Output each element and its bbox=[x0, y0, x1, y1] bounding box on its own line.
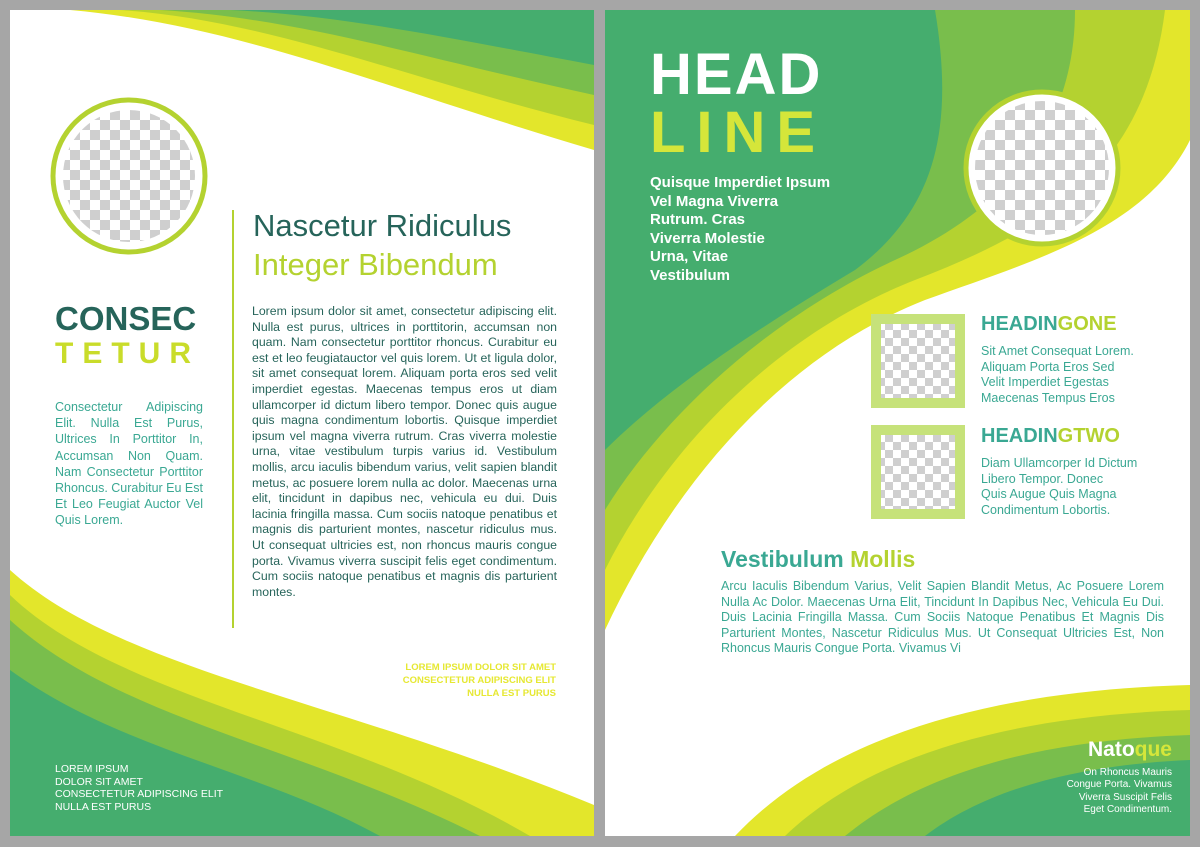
footer-line: NULLA EST PURUS bbox=[55, 800, 152, 813]
photo-placeholder bbox=[975, 101, 1109, 235]
footer-line: On Rhoncus Mauris bbox=[1083, 767, 1172, 778]
section-title bbox=[721, 546, 915, 573]
subtitle-line: Rutrum. Cras bbox=[650, 211, 746, 229]
heading-one-line: Velit Imperdiet Egestas bbox=[981, 375, 1109, 389]
heading-two-part2: GTWO bbox=[1057, 425, 1120, 447]
heading-one-text bbox=[981, 344, 1134, 406]
heading-two-line: Condimentum Lobortis. bbox=[981, 502, 1111, 517]
heading-two-part1: HEADIN bbox=[981, 425, 1058, 447]
headline-line2: LINE bbox=[650, 100, 827, 165]
footer-line: Congue Porta. Vivamus bbox=[1066, 779, 1172, 791]
caps-line: NULLA EST PURUS bbox=[467, 688, 556, 699]
brand-part1: Nato bbox=[1087, 738, 1135, 761]
left-title-line1: Nascetur Ridiculus bbox=[253, 208, 512, 243]
left-page bbox=[10, 10, 594, 836]
section-title-part2: Mollis bbox=[850, 546, 916, 572]
heading-one-line: Aliquam Porta Eros Sed bbox=[981, 359, 1115, 374]
headline-line1: HEAD bbox=[650, 42, 823, 107]
heading-two-line: Quis Augue Quis Magna bbox=[981, 487, 1117, 501]
left-title-line2: Integer Bibendum bbox=[253, 247, 498, 282]
left-footer bbox=[55, 763, 223, 813]
caps-callout bbox=[340, 661, 556, 700]
subtitle-line: Vestibulum bbox=[650, 266, 731, 284]
heading-two-line: Diam Ullamcorper Id Dictum bbox=[981, 456, 1138, 470]
heading-two-text bbox=[981, 456, 1137, 518]
heading-two-line: Libero Tempor. Donec bbox=[981, 471, 1104, 486]
subtitle-line: Urna, Vitae bbox=[650, 248, 729, 266]
square-photo-one bbox=[881, 324, 955, 398]
subtitle-line: Vel Magna Viverra bbox=[650, 192, 779, 210]
caps-line: LOREM IPSUM DOLOR SIT AMET bbox=[405, 662, 556, 673]
left-body-text: Lorem ipsum dolor sit amet, consectetur adipiscing elit. Nulla est purus, ultrices in porttitorin, accumsan non quam. Nam consectetur porttitor rhoncus. Curabitur eu est et leo feugiatauctor vel quis lorem. Ut et ligula dolor, sit amet consequat lorem. Aliquam porta eros sed velit imperdiet egestas. Maecenas tempus eros ut diam ullamcorper id dictum libero tempor. Donec quis augue quis magna condimentum lobortis. Quisque imperdiet ipsum vel magna viverra rutrum. Cras viverra molestie urna, vitae vestibulum turpis varius id. Vestibulum mollis, arcu iaculis bibendum varius, velit sapien blandit metus, ac posuere lorem nulla ac dolor. Maecenas urna elit, tincidunt in dapibus nec, vehicula eu dui. Duis lacinia fringilla massa. Cum sociis natoque penatibus et magnis dis parturient montes, nascetur ridiculus mus. Ut consequat ultricies est, non rhoncus mauris congue porta. Vivamus viverra suscipit felis eget condimentum. Cum sociis natoque penatibus et magnis dis parturient montes. bbox=[252, 304, 557, 599]
headline-subtitle bbox=[650, 174, 830, 286]
right-page bbox=[605, 10, 1190, 836]
side-heading-line1: CONSEC bbox=[55, 300, 197, 337]
left-divider-line bbox=[232, 210, 234, 628]
section-body: Arcu Iaculis Bibendum Varius, Velit Sapien Blandit Metus, Ac Posuere Lorem Nulla Ac Dolor. Maecenas Urna Elit, Tincidunt In Dapibus Nec, Vehicula Eu Dui. Duis Lacinia Fringilla Massa. Cum Sociis Natoque Penatibus Et Magnis Dis Parturient Montes, Nascetur Ridiculus Mus. Ut Consequat Ultricies Est, Non Rhoncus Mauris Congue Porta. Vivamus Vi bbox=[721, 579, 1164, 655]
right-footer bbox=[972, 767, 1172, 817]
brand-part2: que bbox=[1134, 738, 1172, 761]
footer-line: Viverra Suscipit Felis bbox=[1078, 791, 1172, 803]
footer-line: CONSECTETUR ADIPISCING ELIT bbox=[55, 788, 224, 801]
footer-line: LOREM IPSUM bbox=[55, 763, 129, 775]
side-text: Consectetur Adipiscing Elit. Nulla Est Purus, Ultrices In Porttitor In, Accumsan Non Quam. Nam Consectetur Porttitor Rhoncus. Curabitur Eu Est Et Leo Feugiat Auctor Vel Quis Lorem. bbox=[55, 400, 203, 528]
heading-one-part1: HEADIN bbox=[981, 313, 1058, 335]
heading-one-part2: GONE bbox=[1057, 313, 1117, 335]
footer-line: DOLOR SIT AMET bbox=[55, 775, 143, 788]
subtitle-line: Viverra Molestie bbox=[650, 229, 765, 247]
heading-two bbox=[981, 425, 1120, 448]
brand-name bbox=[1088, 738, 1172, 762]
heading-one-line: Maecenas Tempus Eros bbox=[981, 390, 1115, 405]
footer-line: Eget Condimentum. bbox=[1083, 804, 1172, 816]
photo-placeholder bbox=[63, 110, 195, 242]
subtitle-line: Quisque Imperdiet Ipsum bbox=[650, 174, 831, 191]
side-heading-line2: TETUR bbox=[55, 337, 200, 370]
caps-line: CONSECTETUR ADIPISCING ELIT bbox=[402, 675, 556, 686]
heading-one bbox=[981, 313, 1117, 336]
heading-one-line: Sit Amet Consequat Lorem. bbox=[981, 344, 1134, 358]
square-photo-two bbox=[881, 435, 955, 509]
section-title-part1: Vestibulum bbox=[721, 546, 844, 572]
